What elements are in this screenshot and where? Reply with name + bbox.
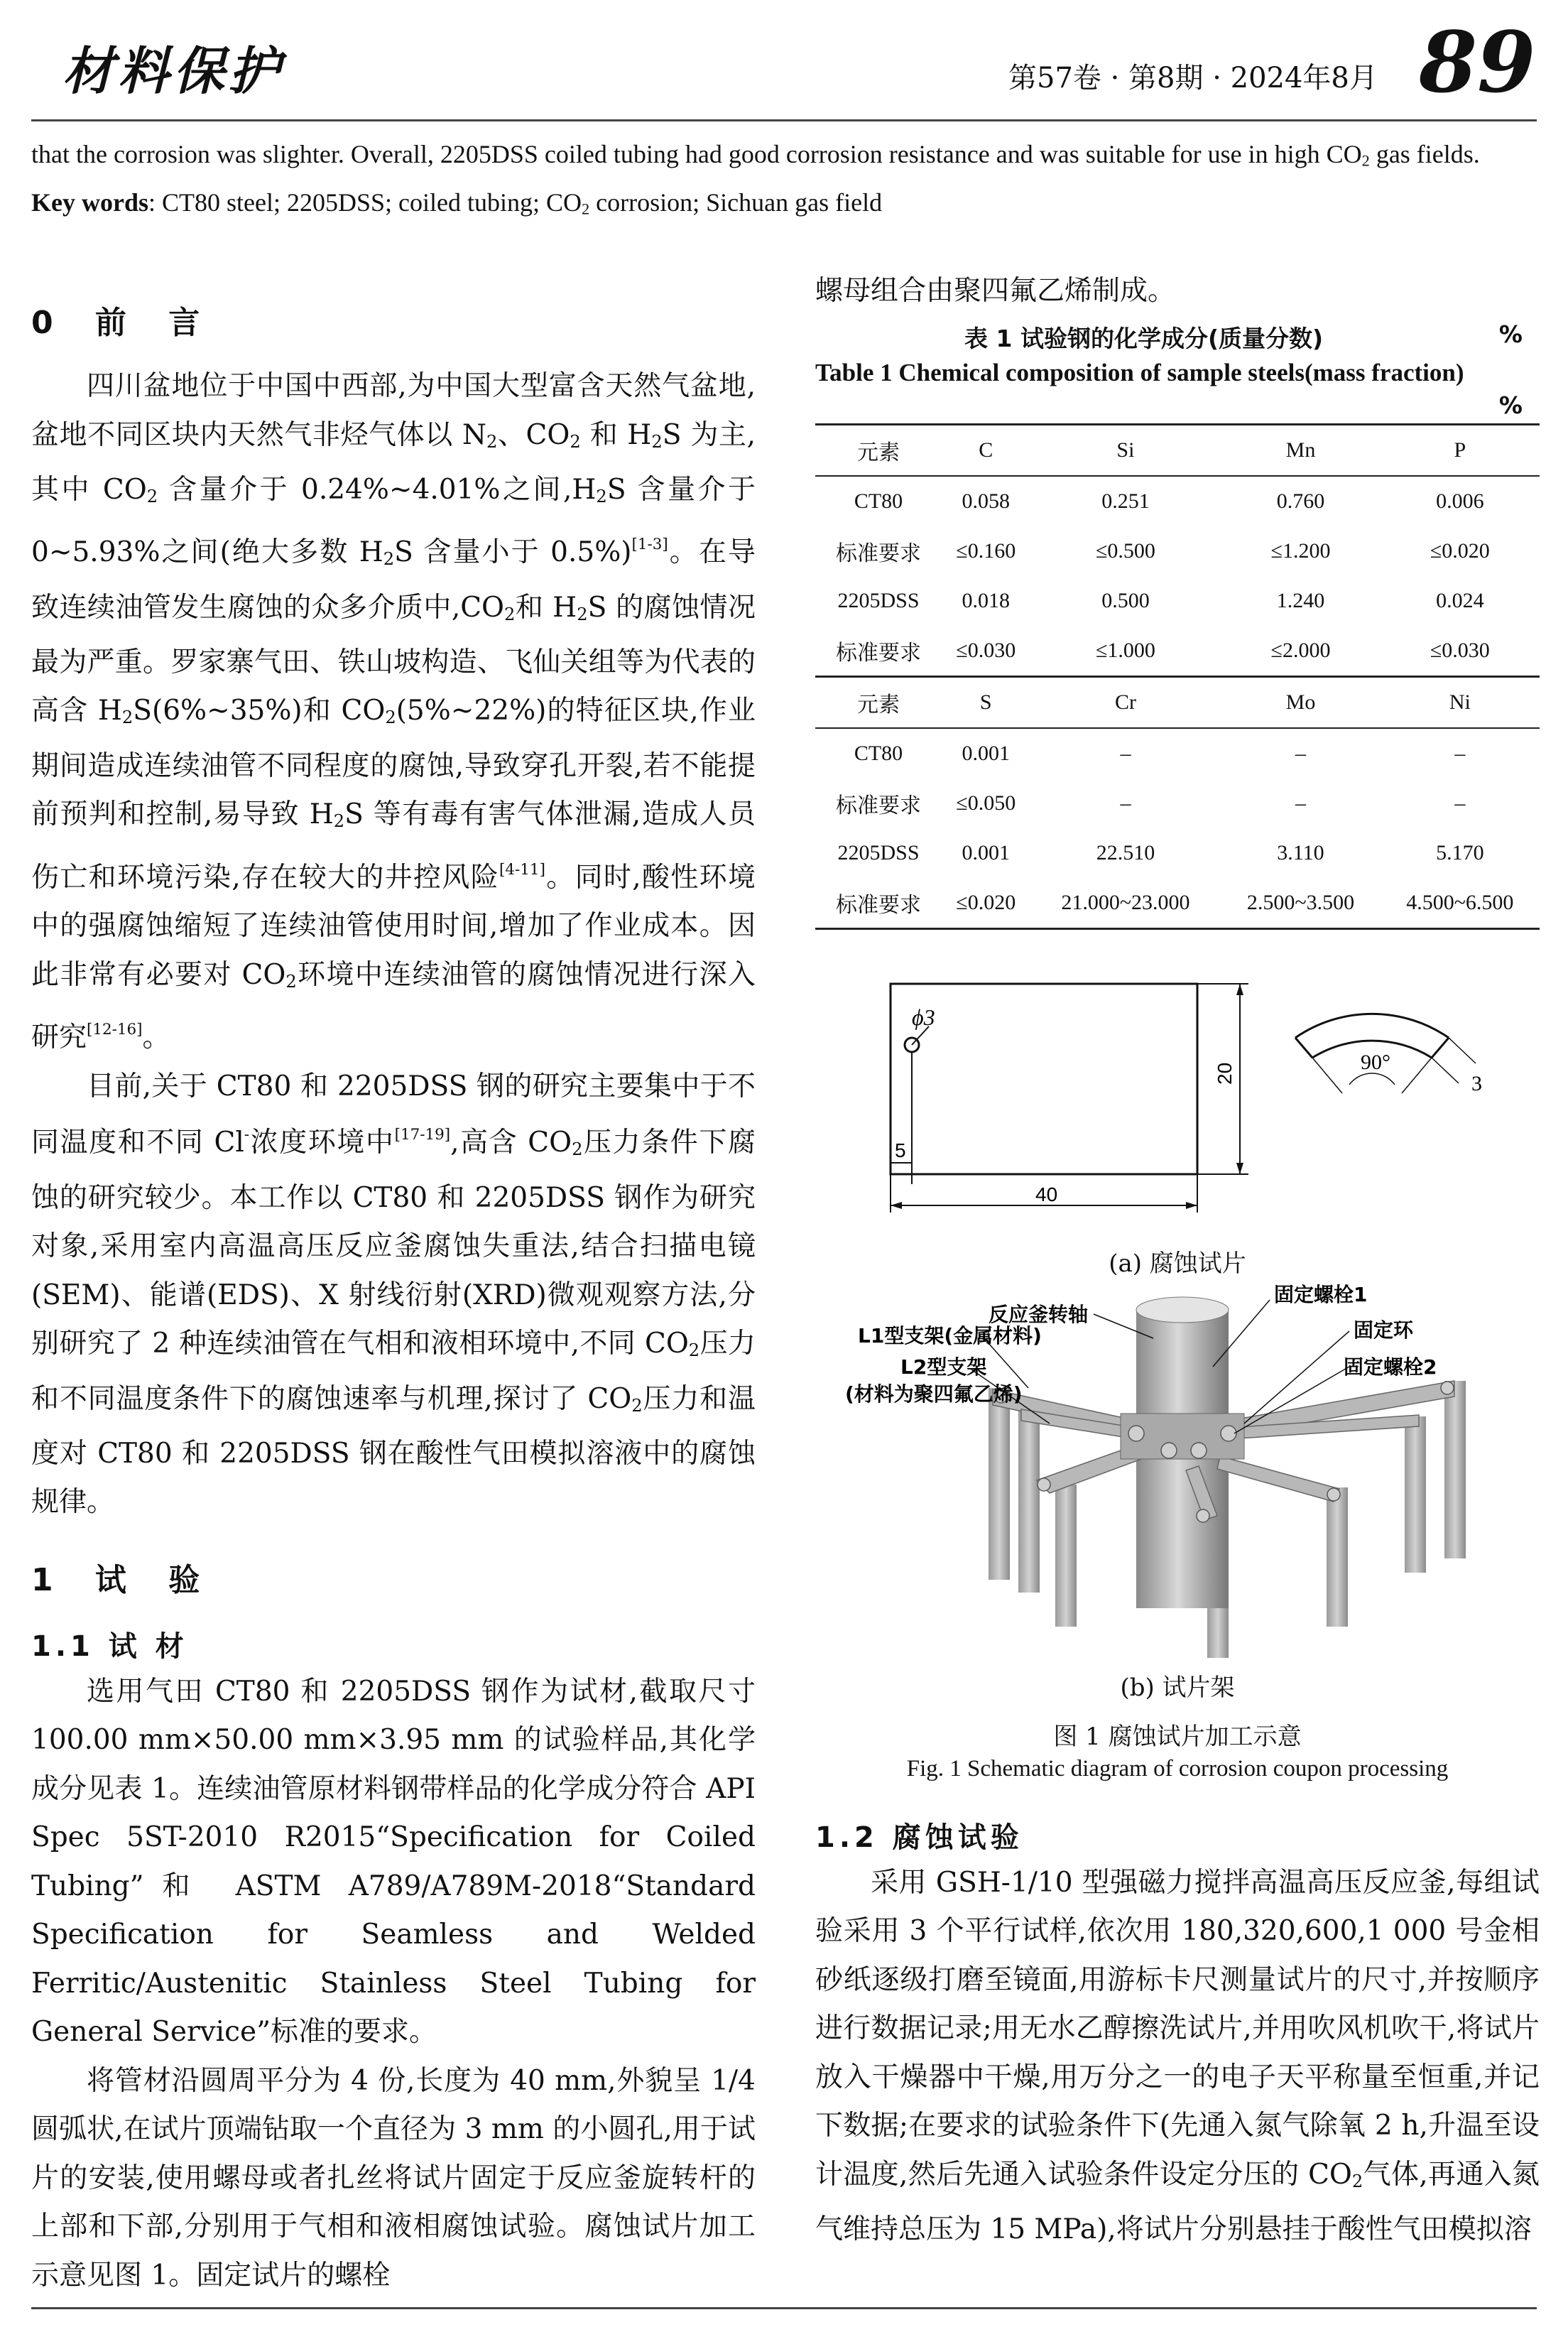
keywords-label: Key words: [31, 188, 148, 217]
height-dimension-label: 20: [1214, 1062, 1236, 1085]
label-l2-bracket: L2型支架: [900, 1355, 987, 1379]
materials-body: [31, 1668, 756, 2301]
table-cell: 0.018: [962, 588, 1010, 612]
figure-1b-specimen-rack: [815, 1281, 1540, 1665]
table-cell: CT80: [854, 741, 903, 765]
table-cell: 标准要求: [815, 878, 942, 929]
table-header-cell: Mo: [1221, 676, 1380, 728]
table-cell: 3.110: [1277, 840, 1324, 864]
header-rule: [31, 119, 1537, 121]
section-heading-intro: 0 前 言: [31, 305, 216, 341]
table-cell: –: [1454, 791, 1466, 815]
table-cell: CT80: [854, 489, 903, 513]
table-row: [815, 728, 1540, 779]
table-cell: ≤1.000: [1095, 638, 1155, 662]
journal-logo: 材料保护: [62, 40, 285, 101]
label-reactor-shaft: 反应釜转轴: [989, 1302, 1089, 1326]
label-l2-material: (材料为聚四氟乙烯): [845, 1382, 1023, 1406]
figure-1b-caption: (b) 试片架: [1120, 1673, 1235, 1702]
table-cell: ≤0.030: [956, 638, 1016, 662]
table-cell: 0.024: [1436, 588, 1484, 612]
abstract-tail: that the corrosion was slighter. Overall, 2205DSS coiled tubing had good corrosion resistance and was suitable for use in high $CO_2$ gas fields.: [31, 140, 1480, 170]
figure-1-caption-en: Fig. 1 Schematic diagram of corrosion coupon processing: [906, 1755, 1449, 1781]
table-row: [815, 878, 1540, 929]
intro-body: [31, 362, 756, 1527]
materials-paragraph-1: 选用气田 CT80 和 2205DSS 钢作为试材,截取尺寸 100.00 mm×50.00 mm×3.95 mm 的试验样品,其化学成分见表 1。连续油管原材料钢带样品的化学成分符合 API Spec 5ST-2010 R2015“Specification for Coiled Tubing”和 ASTM A789/A789M-2018“Standard Specification for Seamless and Welded Ferritic/Austenitic Stainless Steel Tubing for General Service”标准的要求。: [31, 1675, 756, 2049]
table-cell: ≤0.050: [956, 791, 1016, 815]
table-header-cell: 元素: [815, 424, 942, 476]
table-title-en: Table 1 Chemical composition of sample steels(mass fraction): [815, 358, 1464, 386]
table-header-row: [815, 676, 1540, 728]
figure-1a-coupon-drawing: [815, 957, 1540, 1255]
table-cell: 0.760: [1276, 489, 1325, 513]
table-header-cell: Mn: [1221, 424, 1380, 476]
table-cell: –: [1295, 791, 1306, 815]
intro-paragraph-1: 四川盆地位于中国中西部,为中国大型富含天然气盆地,盆地不同区块内天然气非烃气体以 $N_2$、$CO_2$ 和 $H_2S$ 为主,其中 $CO_2$ 含量介于 0.24%~4.01%之间$,H_2S$ 含量介于 0~5.93%之间(绝大多数 $H_2S$ 含量小于 0.5%)[1-3]。在导致连续油管发生腐蚀的众多介质中$,CO_2$和 $H_2S$ 的腐蚀情况最为严重。罗家寨气田、铁山坡构造、飞仙关组等为代表的高含 $H_2S(6\%\sim 35\%)$和 $CO_2(5\%\sim 22\%)$的特征区块,作业期间造成连续油管不同程度的腐蚀,导致穿孔开裂,若不能提前预判和控制,易导致 $H_2S$ 等有毒有害气体泄漏,造成人员伤亡和环境污染,存在较大的井控风险[4-11]。同时,酸性环境中的强腐蚀缩短了连续油管使用时间,增加了作业成本。因此非常有必要对 $CO_2$环境中连续油管的腐蚀情况进行深入研究[12-16]。: [31, 370, 756, 1054]
keywords: Key words: CT80 steel; 2205DSS; coiled tubing; $CO_2$ corrosion; Sichuan gas field: [31, 188, 883, 218]
table-row: [815, 476, 1540, 526]
hole-diameter-label: ϕ3: [912, 1004, 935, 1030]
width-dimension-label: 40: [1035, 1183, 1058, 1205]
materials-continuation: 螺母组合由聚四氟乙烯制成。: [815, 275, 1176, 307]
right-column: [815, 267, 1540, 2254]
arc-angle-label: 90°: [1361, 1050, 1390, 1074]
table-header-cell: P: [1381, 424, 1540, 476]
table-cell: ≤0.500: [1095, 538, 1155, 563]
table-header-cell: 元素: [815, 676, 942, 728]
table-cell: –: [1120, 741, 1131, 765]
table-row: [815, 526, 1540, 576]
table-cell: 标准要求: [835, 641, 921, 665]
figure-1a-caption: (a) 腐蚀试片: [1109, 1249, 1246, 1278]
subsection-heading-materials: 1.1 试 材: [31, 1629, 188, 1663]
table-cell: 0.006: [1436, 489, 1484, 513]
table-header-cell: C: [942, 424, 1030, 476]
table-cell: 标准要求: [835, 541, 921, 565]
corrosion-test-body: [815, 1859, 1540, 2255]
table-cell: 0.500: [1101, 588, 1150, 612]
table-cell: 22.510: [1096, 840, 1155, 864]
table-title-cn: 表 1 试验钢的化学成分(质量分数): [964, 324, 1324, 352]
table-cell: ≤0.020: [942, 878, 1030, 929]
table-cell: 1.240: [1276, 588, 1325, 612]
table-unit: %: [1498, 320, 1523, 348]
left-column: [31, 284, 756, 2300]
table-cell: 0.001: [962, 840, 1010, 864]
table-cell: 0.251: [1101, 489, 1150, 513]
table-row: [815, 779, 1540, 828]
table-header-cell: Si: [1030, 424, 1221, 476]
table-cell: ≤1.200: [1270, 538, 1331, 563]
table-cell: –: [1454, 741, 1466, 765]
subsection-heading-corrosion-test: 1.2 腐蚀试验: [815, 1821, 1023, 1854]
hole-offset-label: 5: [895, 1139, 906, 1161]
table-cell: –: [1295, 741, 1306, 765]
section-heading-experiment: 1 试 验: [31, 1561, 216, 1598]
table-cell: 0.058: [962, 489, 1010, 513]
table-cell: –: [1120, 791, 1131, 815]
table-cell: 标准要求: [835, 793, 921, 818]
table-unit-en: %: [1498, 391, 1523, 419]
table-row: [815, 576, 1540, 626]
intro-paragraph-2: 目前,关于 CT80 和 2205DSS 钢的研究主要集中于不同温度和不同 Cl-浓度环境中[17-19],高含 $CO_2$压力条件下腐蚀的研究较少。本工作以 CT80 和 2205DSS 钢作为研究对象,采用室内高温高压反应釜腐蚀失重法,结合扫描电镜(SEM)、能谱(EDS)、X 射线衍射(XRD)微观观察方法,分别研究了 2 种连续油管在气相和液相环境中,不同 $CO_2$压力和不同温度条件下的腐蚀速率与机理,探讨了 $CO_2$压力和温度对 CT80 和 2205DSS 钢在酸性气田模拟溶液中的腐蚀规律。: [31, 1070, 756, 1519]
page-number: 89: [1419, 13, 1536, 112]
table-cell: 0.001: [962, 741, 1010, 765]
materials-paragraph-2: 将管材沿圆周平分为 4 份,长度为 40 mm,外貌呈 1/4 圆弧状,在试片顶端钻取一个直径为 3 mm 的小圆孔,用于试片的安装,使用螺母或者扎丝将试片固定于反应釜旋转杆的上部和下部,分别用于气相和液相腐蚀试验。腐蚀试片加工示意见图 1。固定试片的螺栓: [31, 2064, 756, 2292]
table-cell: 5.170: [1436, 840, 1484, 864]
coupon-outline: [891, 984, 1197, 1174]
table-cell: 2205DSS: [837, 840, 920, 864]
thickness-label: 3: [1471, 1071, 1482, 1095]
table-cell: 4.500~6.500: [1381, 878, 1540, 929]
table-title-row: [815, 320, 1540, 354]
table-header-cell: Cr: [1030, 676, 1221, 728]
corrosion-test-paragraph: 采用 GSH-1/10 型强磁力搅拌高温高压反应釜,每组试验采用 3 个平行试样,依次用 180,320,600,1 000 号金相砂纸逐级打磨至镜面,用游标卡尺测量试片的尺寸,并按顺序进行数据记录;用无水乙醇擦洗试片,并用吹风机吹干,将试片放入干燥器中干燥,用万分之一的电子天平称量至恒重,并记下数据;在要求的试验条件下(先通入氮气除氧 2 h,升温至设计温度,然后先通入试验条件设定分压的 $CO_2$气体,再通入氮气维持总压为 15 MPa),将试片分别悬挂于酸性气田模拟溶: [815, 1866, 1540, 2245]
table-header-cell: S: [942, 676, 1030, 728]
chemical-composition-table: [815, 423, 1540, 930]
issue-info: 第57卷 · 第8期 · 2024年8月: [1008, 62, 1378, 94]
table-cell: 2205DSS: [837, 588, 920, 612]
table-row: [815, 626, 1540, 677]
figure-1-caption-cn: 图 1 腐蚀试片加工示意: [1053, 1722, 1302, 1751]
table-cell: 2.500~3.500: [1221, 878, 1380, 929]
table-cell: 21.000~23.000: [1030, 878, 1221, 929]
label-l1-bracket: L1型支架(金属材料): [858, 1323, 1042, 1347]
label-fixing-bolt-1: 固定螺栓1: [1274, 1282, 1368, 1306]
label-fixing-ring: 固定环: [1354, 1318, 1414, 1342]
table-cell: ≤0.020: [1430, 538, 1490, 563]
table-cell: ≤0.160: [956, 538, 1016, 563]
table-cell: ≤0.030: [1430, 638, 1490, 662]
table-cell: ≤2.000: [1270, 638, 1331, 662]
footer-rule: [31, 2307, 1537, 2309]
table-header-cell: Ni: [1381, 676, 1540, 728]
table-row: [815, 828, 1540, 878]
label-fixing-bolt-2: 固定螺栓2: [1344, 1355, 1437, 1379]
table-header-row: [815, 424, 1540, 476]
